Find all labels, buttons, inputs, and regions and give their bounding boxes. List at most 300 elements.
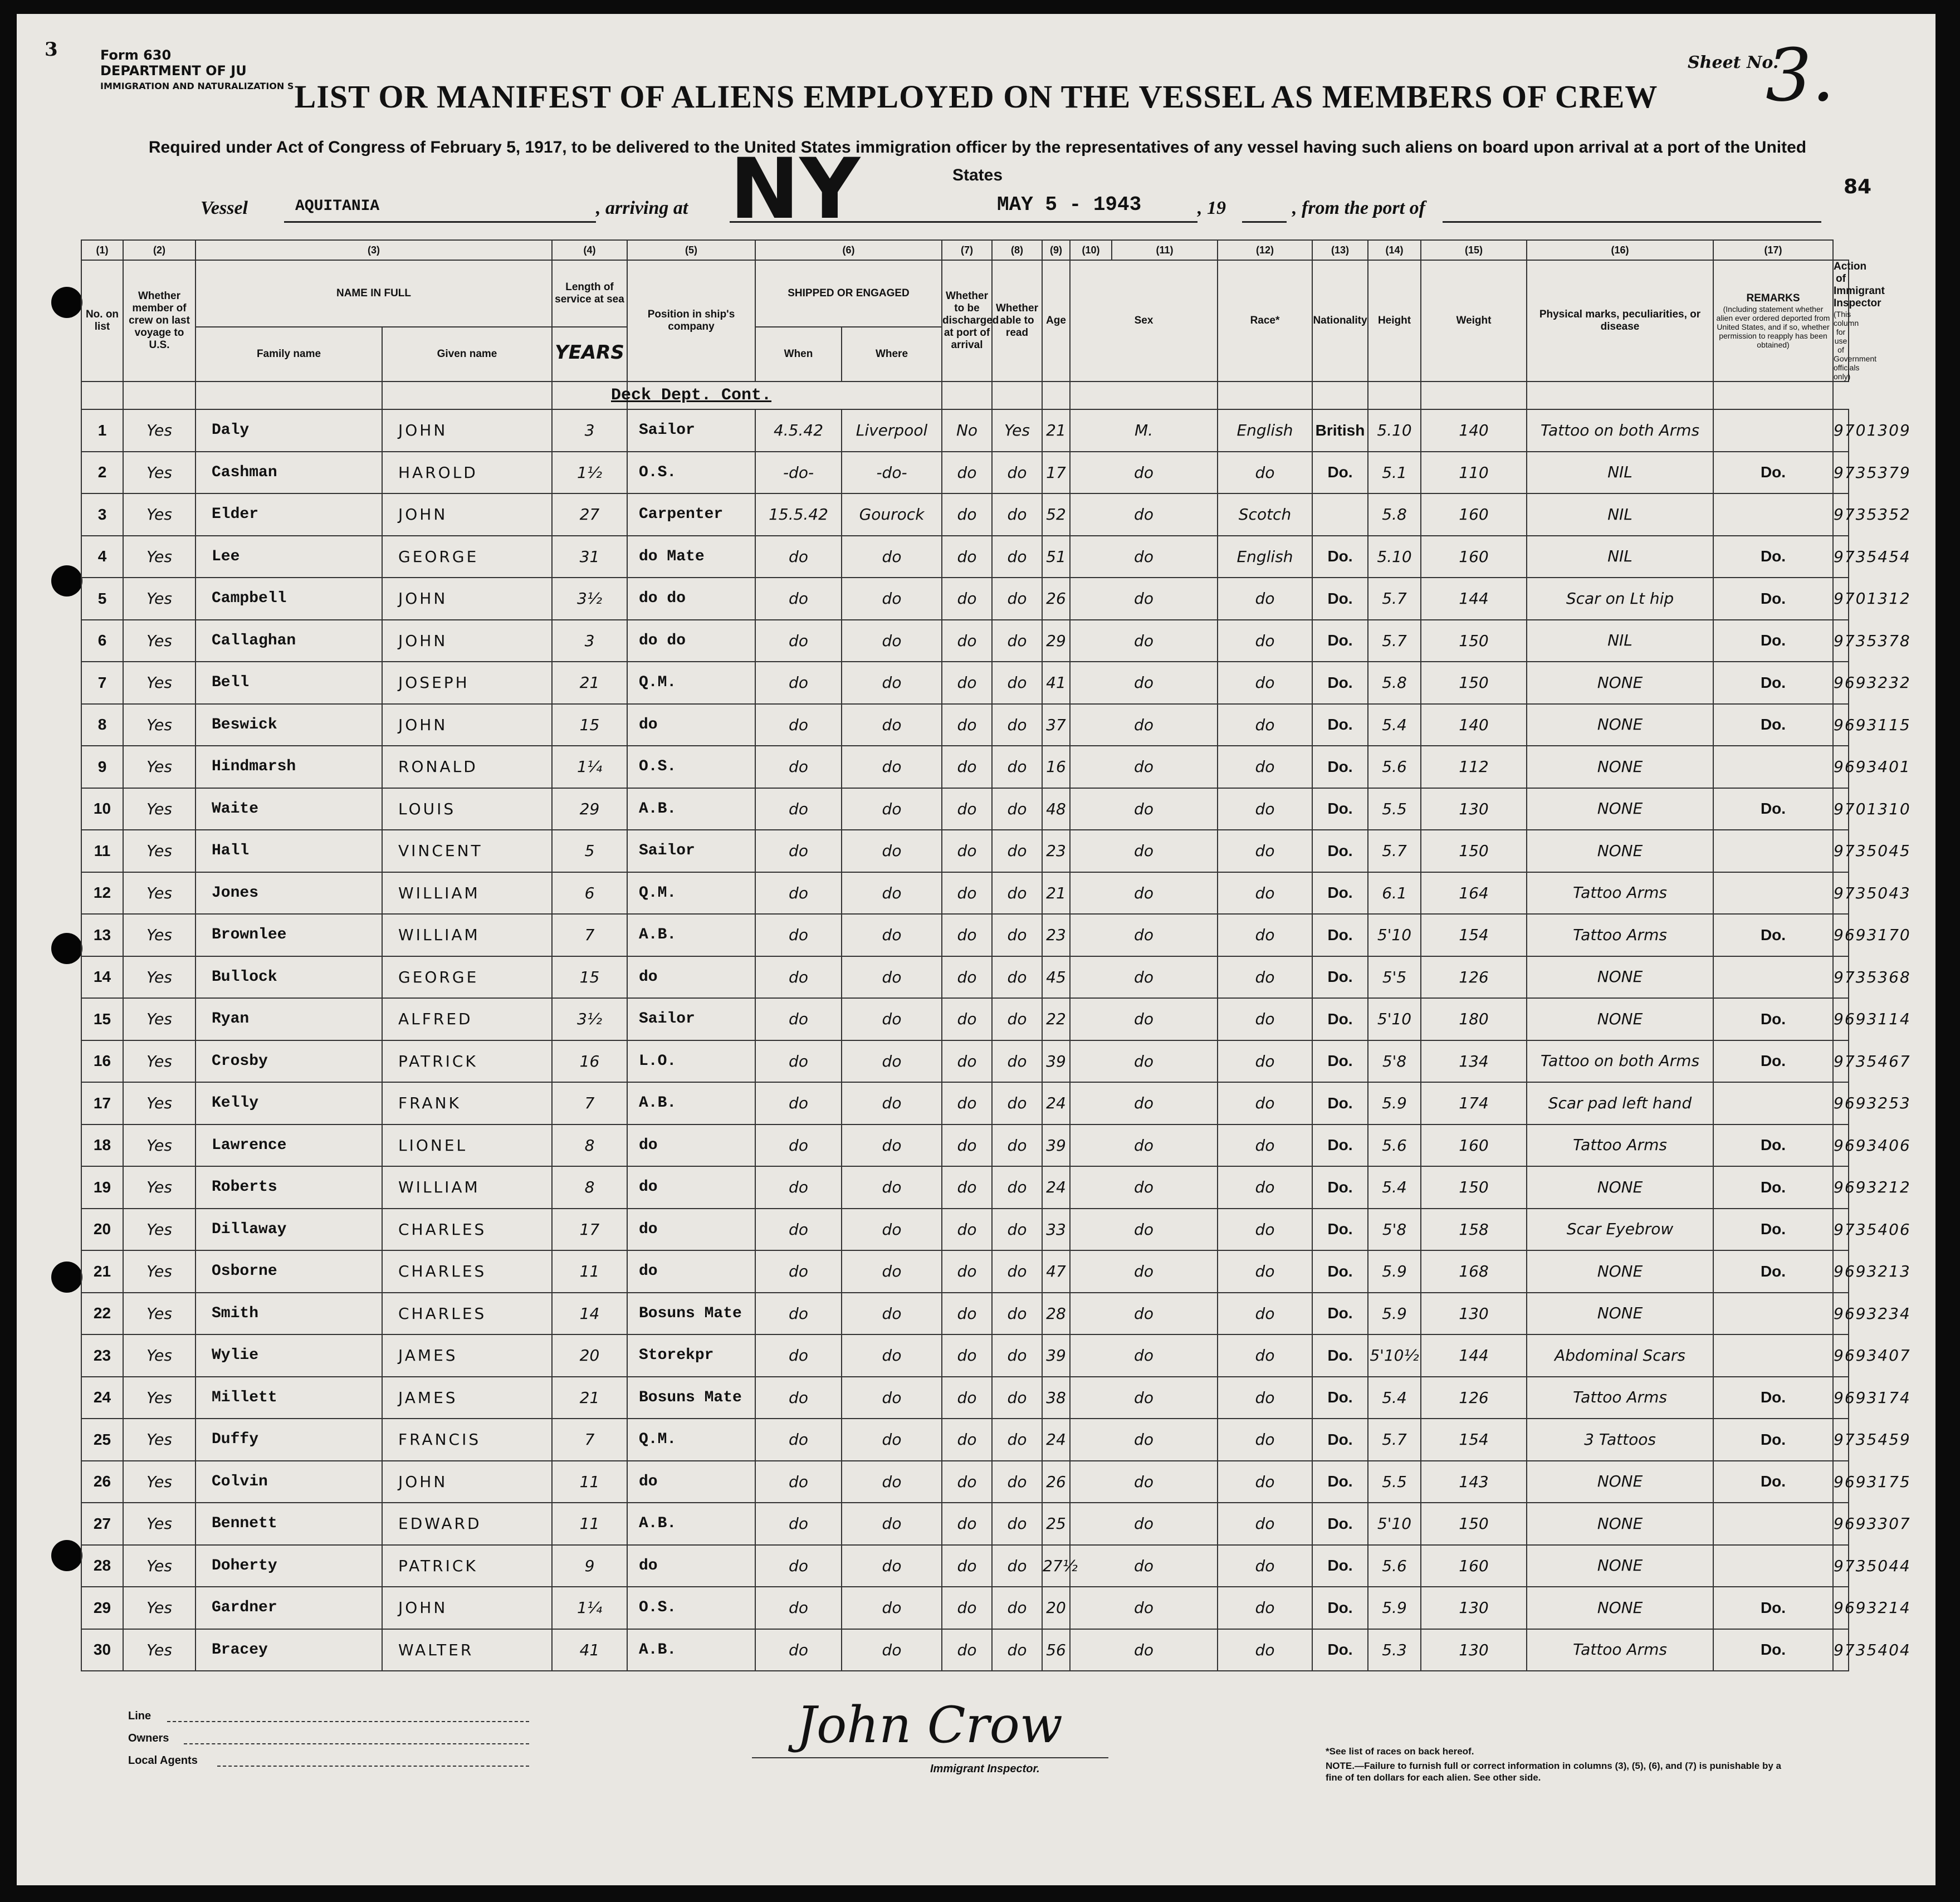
cell-yes: Yes <box>123 1293 195 1335</box>
cell-weight: 174 <box>1421 1082 1527 1124</box>
cell-given: VINCENT <box>382 830 552 872</box>
cell-discharged: do <box>942 662 992 704</box>
cell-yes: Yes <box>123 788 195 830</box>
manifest-page <box>17 14 1935 1885</box>
cell-read: do <box>992 1334 1042 1377</box>
col-num: (8) <box>992 240 1042 260</box>
cell-marks: Tattoo Arms <box>1527 1377 1713 1419</box>
header-shipped-engaged: SHIPPED OR ENGAGED <box>755 260 942 327</box>
cell-service: 11 <box>552 1250 627 1293</box>
cell-no: 7 <box>81 662 123 704</box>
cell-position: O.S. <box>627 1587 755 1629</box>
cell-yes: Yes <box>123 998 195 1040</box>
cell-yes: Yes <box>123 1082 195 1124</box>
cell-discharged: do <box>942 1209 992 1251</box>
cell-action: 9701310 <box>1833 788 1849 830</box>
cell-where: do <box>842 1334 942 1377</box>
cell-marks: NONE <box>1527 704 1713 746</box>
cell-yes: Yes <box>123 1209 195 1251</box>
cell-age: 39 <box>1042 1040 1070 1083</box>
cell-position: Q.M. <box>627 1419 755 1461</box>
table-row <box>81 536 1849 578</box>
header-length-of-service: Length of service at sea <box>552 260 627 327</box>
cell-height: 6.1 <box>1368 872 1421 915</box>
cell-sex: do <box>1070 704 1218 746</box>
cell-yes: Yes <box>123 914 195 956</box>
cell-age: 20 <box>1042 1587 1070 1629</box>
cell-remarks <box>1713 1503 1833 1545</box>
cell-race: do <box>1218 1461 1312 1503</box>
cell-read: do <box>992 1166 1042 1209</box>
cell-action: 9693407 <box>1833 1334 1849 1377</box>
table-row <box>81 704 1849 746</box>
cell-nationality <box>1312 493 1368 536</box>
cell-read: do <box>992 452 1042 494</box>
cell-nationality: Do. <box>1312 872 1368 915</box>
cell-action: 9735045 <box>1833 830 1849 872</box>
cell-yes: Yes <box>123 1124 195 1167</box>
col-num: (17) <box>1713 240 1833 260</box>
cell-when: do <box>755 536 842 578</box>
cell-remarks: Do. <box>1713 1250 1833 1293</box>
punch-hole <box>51 565 82 596</box>
cell-sex: do <box>1070 1250 1218 1293</box>
table-row <box>81 1419 1849 1461</box>
cell-marks: NONE <box>1527 1293 1713 1335</box>
cell-race: do <box>1218 1545 1312 1587</box>
cell-action: 9735404 <box>1833 1629 1849 1671</box>
cell-height: 5.7 <box>1368 620 1421 662</box>
cell-race: do <box>1218 1587 1312 1629</box>
cell-race: do <box>1218 872 1312 915</box>
cell-where: do <box>842 1503 942 1545</box>
cell-race: do <box>1218 746 1312 788</box>
cell-when: do <box>755 1124 842 1167</box>
cell-family: Bullock <box>195 956 382 999</box>
cell-position: A.B. <box>627 1629 755 1671</box>
page-subtitle: Required under Act of Congress of February 5, 1917, to be delivered to the United States immigration officer by the representatives of any vessel having such aliens on board upon arrival at a port of the United States <box>148 138 1807 184</box>
cell-weight: 130 <box>1421 1587 1527 1629</box>
cell-discharged: do <box>942 872 992 915</box>
cell-where: Liverpool <box>842 409 942 452</box>
cell-weight: 164 <box>1421 872 1527 915</box>
inspector-signature: John Crow <box>796 1696 1063 1754</box>
cell-height: 5'10½ <box>1368 1334 1421 1377</box>
cell-age: 48 <box>1042 788 1070 830</box>
cell-read: do <box>992 1629 1042 1671</box>
cell-weight: 160 <box>1421 1124 1527 1167</box>
cell-discharged: do <box>942 788 992 830</box>
cell-height: 5.8 <box>1368 493 1421 536</box>
cell-nationality: Do. <box>1312 1587 1368 1629</box>
cell-age: 21 <box>1042 409 1070 452</box>
cell-where: do <box>842 1419 942 1461</box>
cell-action: 9735368 <box>1833 956 1849 999</box>
cell-sex: do <box>1070 1040 1218 1083</box>
cell-position: do <box>627 956 755 999</box>
cell-age: 39 <box>1042 1124 1070 1167</box>
cell-age: 41 <box>1042 662 1070 704</box>
cell-no: 23 <box>81 1334 123 1377</box>
cell-race: do <box>1218 452 1312 494</box>
cell-age: 24 <box>1042 1419 1070 1461</box>
cell-service: 7 <box>552 1082 627 1124</box>
cell-remarks: Do. <box>1713 1040 1833 1083</box>
cell-remarks: Do. <box>1713 578 1833 620</box>
cell-action: 9735352 <box>1833 493 1849 536</box>
cell-family: Roberts <box>195 1166 382 1209</box>
cell-nationality: Do. <box>1312 536 1368 578</box>
cell-remarks: Do. <box>1713 788 1833 830</box>
cell-yes: Yes <box>123 872 195 915</box>
cell-read: do <box>992 1293 1042 1335</box>
cell-sex: do <box>1070 1293 1218 1335</box>
cell-no: 26 <box>81 1461 123 1503</box>
col-num: (6) <box>755 240 942 260</box>
cell-family: Hall <box>195 830 382 872</box>
table-row <box>81 1334 1849 1377</box>
cell-family: Lawrence <box>195 1124 382 1167</box>
section-label: Deck Dept. Cont. <box>611 386 772 405</box>
cell-yes: Yes <box>123 1461 195 1503</box>
header-no-on-list: No. on list <box>81 260 123 382</box>
cell-discharged: do <box>942 1629 992 1671</box>
cell-remarks: Do. <box>1713 1209 1833 1251</box>
cell-read: do <box>992 1250 1042 1293</box>
cell-service: 21 <box>552 662 627 704</box>
cell-read: do <box>992 1461 1042 1503</box>
cell-where: do <box>842 1293 942 1335</box>
table-row <box>81 1166 1849 1209</box>
cell-when: do <box>755 1082 842 1124</box>
cell-where: do <box>842 1124 942 1167</box>
cell-height: 5.6 <box>1368 1124 1421 1167</box>
cell-service: 29 <box>552 788 627 830</box>
cell-race: do <box>1218 998 1312 1040</box>
cell-marks: NONE <box>1527 998 1713 1040</box>
cell-weight: 144 <box>1421 1334 1527 1377</box>
cell-remarks: Do. <box>1713 536 1833 578</box>
cell-race: do <box>1218 578 1312 620</box>
header-nationality: Nationality <box>1312 260 1368 382</box>
sheet-label: Sheet No. <box>1688 53 1779 72</box>
cell-no: 30 <box>81 1629 123 1671</box>
cell-age: 23 <box>1042 914 1070 956</box>
table-row <box>81 746 1849 788</box>
cell-weight: 150 <box>1421 1503 1527 1545</box>
cell-height: 5'10 <box>1368 914 1421 956</box>
cell-when: do <box>755 872 842 915</box>
cell-discharged: do <box>942 1587 992 1629</box>
cell-no: 16 <box>81 1040 123 1083</box>
cell-yes: Yes <box>123 704 195 746</box>
cell-action: 9693115 <box>1833 704 1849 746</box>
cell-no: 28 <box>81 1545 123 1587</box>
cell-height: 5.9 <box>1368 1250 1421 1293</box>
col-num: (4) <box>552 240 627 260</box>
cell-action: 9701309 <box>1833 409 1849 452</box>
cell-nationality: Do. <box>1312 452 1368 494</box>
cell-position: do <box>627 1124 755 1167</box>
cell-family: Duffy <box>195 1419 382 1461</box>
cell-read: do <box>992 746 1042 788</box>
cell-no: 10 <box>81 788 123 830</box>
cell-family: Kelly <box>195 1082 382 1124</box>
cell-where: -do- <box>842 452 942 494</box>
cell-nationality: Do. <box>1312 1250 1368 1293</box>
cell-position: do <box>627 1166 755 1209</box>
arrival-date: MAY 5 - 1943 <box>997 193 1142 216</box>
owners-label: Owners <box>128 1732 169 1744</box>
cell-read: do <box>992 872 1042 915</box>
cell-age: 33 <box>1042 1209 1070 1251</box>
cell-no: 29 <box>81 1587 123 1629</box>
cell-where: do <box>842 746 942 788</box>
col-num: (2) <box>123 240 195 260</box>
cell-service: 14 <box>552 1293 627 1335</box>
cell-marks: Scar pad left hand <box>1527 1082 1713 1124</box>
cell-service: 7 <box>552 914 627 956</box>
cell-yes: Yes <box>123 1166 195 1209</box>
header-age: Age <box>1042 260 1070 382</box>
table-row <box>81 1545 1849 1587</box>
cell-nationality: Do. <box>1312 1629 1368 1671</box>
cell-read: do <box>992 788 1042 830</box>
cell-position: Sailor <box>627 998 755 1040</box>
cell-race: do <box>1218 1082 1312 1124</box>
cell-family: Wylie <box>195 1334 382 1377</box>
cell-family: Beswick <box>195 704 382 746</box>
cell-nationality: Do. <box>1312 1166 1368 1209</box>
cell-remarks <box>1713 1082 1833 1124</box>
cell-where: do <box>842 872 942 915</box>
cell-discharged: do <box>942 578 992 620</box>
page-title: LIST OR MANIFEST OF ALIENS EMPLOYED ON THE VESSEL AS MEMBERS OF CREW <box>294 79 1658 115</box>
cell-yes: Yes <box>123 409 195 452</box>
cell-height: 5.5 <box>1368 1461 1421 1503</box>
cell-remarks <box>1713 493 1833 536</box>
cell-age: 24 <box>1042 1082 1070 1124</box>
cell-discharged: do <box>942 1377 992 1419</box>
cell-race: Scotch <box>1218 493 1312 536</box>
cell-given: JOHN <box>382 620 552 662</box>
cell-where: do <box>842 578 942 620</box>
cell-marks: Scar Eyebrow <box>1527 1209 1713 1251</box>
header-name-in-full: NAME IN FULL <box>195 260 552 327</box>
cell-discharged: do <box>942 452 992 494</box>
cell-remarks <box>1713 830 1833 872</box>
cell-age: 21 <box>1042 872 1070 915</box>
cell-height: 5'10 <box>1368 998 1421 1040</box>
cell-age: 28 <box>1042 1293 1070 1335</box>
cell-discharged: do <box>942 998 992 1040</box>
cell-no: 11 <box>81 830 123 872</box>
cell-when: do <box>755 1166 842 1209</box>
cell-race: do <box>1218 1124 1312 1167</box>
punch-hole <box>51 287 82 318</box>
cell-height: 5.7 <box>1368 578 1421 620</box>
cell-no: 9 <box>81 746 123 788</box>
cell-height: 5.5 <box>1368 788 1421 830</box>
cell-remarks <box>1713 1334 1833 1377</box>
cell-service: 3 <box>552 620 627 662</box>
cell-service: 31 <box>552 536 627 578</box>
cell-family: Hindmarsh <box>195 746 382 788</box>
cell-nationality: Do. <box>1312 1082 1368 1124</box>
cell-read: do <box>992 1377 1042 1419</box>
cell-position: A.B. <box>627 788 755 830</box>
cell-no: 4 <box>81 536 123 578</box>
cell-given: JOHN <box>382 578 552 620</box>
cell-remarks: Do. <box>1713 620 1833 662</box>
cell-weight: 160 <box>1421 536 1527 578</box>
cell-action: 9735378 <box>1833 620 1849 662</box>
cell-family: Smith <box>195 1293 382 1335</box>
cell-weight: 140 <box>1421 704 1527 746</box>
cell-where: do <box>842 1040 942 1083</box>
cell-marks: Tattoo Arms <box>1527 872 1713 915</box>
cell-given: WALTER <box>382 1629 552 1671</box>
cell-service: 41 <box>552 1629 627 1671</box>
cell-age: 29 <box>1042 620 1070 662</box>
cell-family: Jones <box>195 872 382 915</box>
cell-remarks <box>1713 1545 1833 1587</box>
cell-read: do <box>992 704 1042 746</box>
header-able-to-read: Whether able to read <box>992 260 1042 382</box>
cell-remarks: Do. <box>1713 1587 1833 1629</box>
cell-given: GEORGE <box>382 956 552 999</box>
cell-service: 17 <box>552 1209 627 1251</box>
table-row <box>81 493 1849 536</box>
cell-remarks: Do. <box>1713 662 1833 704</box>
line-label: Line <box>128 1710 151 1722</box>
cell-when: do <box>755 1209 842 1251</box>
cell-sex: do <box>1070 493 1218 536</box>
cell-when: do <box>755 1503 842 1545</box>
cell-discharged: do <box>942 536 992 578</box>
cell-race: do <box>1218 914 1312 956</box>
cell-sex: do <box>1070 1419 1218 1461</box>
remarks-title: REMARKS <box>1746 292 1800 304</box>
table-row <box>81 872 1849 915</box>
cell-race: do <box>1218 1629 1312 1671</box>
cell-no: 2 <box>81 452 123 494</box>
cell-position: do <box>627 1461 755 1503</box>
header-given-name: Given name <box>382 327 552 382</box>
cell-given: LOUIS <box>382 788 552 830</box>
cell-nationality: British <box>1312 409 1368 452</box>
cell-nationality: Do. <box>1312 1124 1368 1167</box>
table-row <box>81 1377 1849 1419</box>
cell-when: do <box>755 1545 842 1587</box>
cell-height: 5.7 <box>1368 830 1421 872</box>
cell-sex: M. <box>1070 409 1218 452</box>
table-row <box>81 998 1849 1040</box>
cell-marks: NONE <box>1527 1166 1713 1209</box>
cell-family: Callaghan <box>195 620 382 662</box>
cell-action: 9693253 <box>1833 1082 1849 1124</box>
cell-action: 9693175 <box>1833 1461 1849 1503</box>
cell-age: 39 <box>1042 1334 1070 1377</box>
cell-where: Gourock <box>842 493 942 536</box>
cell-position: L.O. <box>627 1040 755 1083</box>
col-num: (13) <box>1312 240 1368 260</box>
cell-nationality: Do. <box>1312 620 1368 662</box>
cell-marks: NIL <box>1527 493 1713 536</box>
cell-position: do <box>627 704 755 746</box>
cell-where: do <box>842 1377 942 1419</box>
cell-given: WILLIAM <box>382 1166 552 1209</box>
cell-age: 26 <box>1042 1461 1070 1503</box>
cell-no: 19 <box>81 1166 123 1209</box>
header-remarks <box>1713 260 1833 382</box>
cell-family: Osborne <box>195 1250 382 1293</box>
column-numbers <box>81 240 1849 260</box>
cell-sex: do <box>1070 578 1218 620</box>
cell-weight: 126 <box>1421 956 1527 999</box>
cell-nationality: Do. <box>1312 1419 1368 1461</box>
cell-when: do <box>755 788 842 830</box>
cell-marks: NONE <box>1527 1587 1713 1629</box>
cell-weight: 134 <box>1421 1040 1527 1083</box>
cell-read: Yes <box>992 409 1042 452</box>
cell-read: do <box>992 662 1042 704</box>
cell-position: A.B. <box>627 914 755 956</box>
cell-nationality: Do. <box>1312 662 1368 704</box>
punch-hole <box>51 1540 82 1571</box>
col-num: (1) <box>81 240 123 260</box>
cell-when: do <box>755 1040 842 1083</box>
cell-nationality: Do. <box>1312 830 1368 872</box>
crew-table <box>81 239 1911 1671</box>
cell-nationality: Do. <box>1312 998 1368 1040</box>
cell-sex: do <box>1070 1545 1218 1587</box>
cell-marks: NONE <box>1527 956 1713 999</box>
cell-marks: NONE <box>1527 1461 1713 1503</box>
cell-discharged: do <box>942 956 992 999</box>
year-label: , 19 <box>1197 198 1226 218</box>
cell-yes: Yes <box>123 1419 195 1461</box>
cell-family: Elder <box>195 493 382 536</box>
cell-read: do <box>992 493 1042 536</box>
vessel-name: AQUITANIA <box>295 198 380 215</box>
cell-given: EDWARD <box>382 1503 552 1545</box>
cell-service: 21 <box>552 1377 627 1419</box>
header-position: Position in ship's company <box>627 260 755 382</box>
cell-family: Bennett <box>195 1503 382 1545</box>
cell-where: do <box>842 704 942 746</box>
department: DEPARTMENT OF JU <box>100 63 247 79</box>
cell-given: JOHN <box>382 704 552 746</box>
cell-race: do <box>1218 620 1312 662</box>
form-number: Form 630 <box>100 47 172 63</box>
cell-position: O.S. <box>627 452 755 494</box>
arrival-port: NY <box>730 141 861 238</box>
col-num: (12) <box>1218 240 1312 260</box>
inspector-label: Immigrant Inspector. <box>930 1763 1040 1775</box>
cell-height: 5.6 <box>1368 1545 1421 1587</box>
cell-weight: 143 <box>1421 1461 1527 1503</box>
cell-weight: 130 <box>1421 788 1527 830</box>
cell-discharged: No <box>942 409 992 452</box>
cell-marks: NONE <box>1527 830 1713 872</box>
cell-no: 25 <box>81 1419 123 1461</box>
cell-marks: Tattoo Arms <box>1527 914 1713 956</box>
cell-height: 5.7 <box>1368 1419 1421 1461</box>
cell-read: do <box>992 956 1042 999</box>
cell-weight: 150 <box>1421 662 1527 704</box>
cell-race: do <box>1218 662 1312 704</box>
